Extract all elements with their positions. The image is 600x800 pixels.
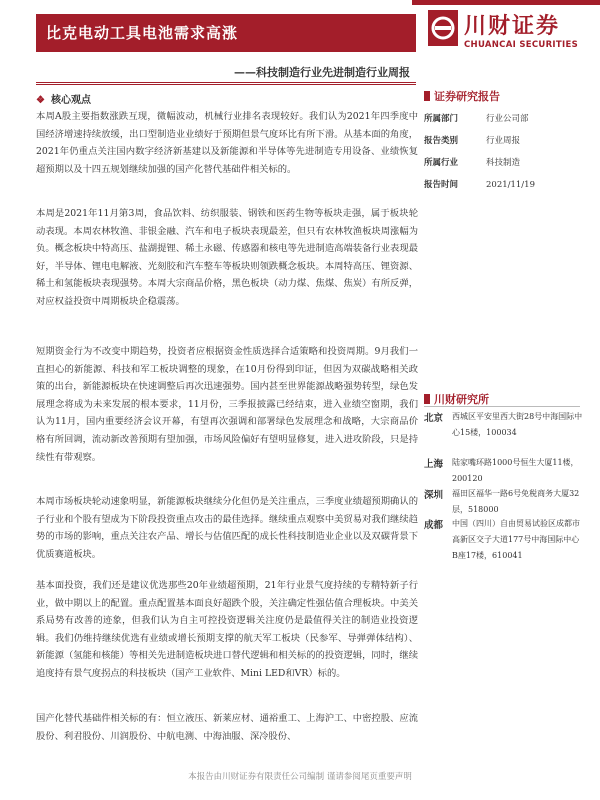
chuancai-logo-icon (428, 10, 458, 46)
body-paragraph-5: 基本面投资，我们还是建议优选那些20年业绩超预期，21年行业景气度持续的专精特新子行业，做中期以上的配置。重点配置基本面良好超跌个股，关注确定性强估值合理板块。中美关系局势有改善的迹象，但我们认为自主可控投资逻辑关注度仍是最值得关注的制造业投资逻辑。我们仍维持继续优选有业绩或增长预期支撑的航天军工板块（民参军、导弹弹体结构）、新能源（氢能和核能）等相关先进制造板块进口替代逻辑和相关标的的投资逻辑，同时，继续追度持有景气度拐点的科技板块（国产工业软件、Mini LED和VR）标的。 (36, 580, 418, 679)
square-bullet-icon (424, 394, 430, 404)
address-text: 中国（四川）自由贸易试验区成都市高新区交子大道177号中海国际中心B座17楼，610041 (452, 519, 580, 560)
report-info-row: 报告时间 2021/11/19 (424, 180, 535, 190)
address-text: 西城区平安里西大街28号中海国际中心15楼，100034 (452, 412, 583, 437)
address-city: 深圳 (424, 490, 444, 501)
core-viewpoint-heading (36, 91, 91, 106)
report-info-row: 报告类别 行业周报 (424, 136, 521, 146)
report-title-banner: 比克电动工具电池需求高涨 (36, 14, 416, 52)
body-paragraph-2: 本周是2021年11月第3周，食品饮料、纺织服装、钢铁和医药生物等板块走强，属于板块轮动表现。本周农林牧渔、非银金融、汽车和电子板块表现最差，但只有农林牧渔板块周涨幅为负。概念板块中特高压、盐湖提锂、稀土永磁、传感器和核电等先进制造高端装备行业表现最好，半导体、锂电电解液、光刻胶和汽车整车等板块则领跌概念板块。本周特高压、锂资源、稀土和氢能板块表现强势。本周大宗商品价格，黑色板块（动力煤、焦煤、焦炭）有所反弹，对应权益投资中周期板块企稳震荡。 (36, 208, 418, 307)
body-paragraph-1: 本周A股主要指数涨跌互现，微幅波动，机械行业排名表现较好。我们认为2021年四季度中国经济增速持续放缓，出口型制造业业绩好于预期但景气度环比有所下滑。从基本面的角度，2021年仍重点关注国内数字经济新基建以及新能源和半导体等先进制造专用设备、业绩恢复超预期以及十四五规划继续加强的国产化替代基础件相关标的。 (36, 111, 418, 175)
report-info-heading: 证券研究报告 (424, 88, 500, 104)
square-bullet-icon (424, 91, 430, 101)
address-city: 成都 (424, 520, 444, 531)
address-city: 北京 (424, 413, 444, 424)
page-footer: 本报告由川财证券有限责任公司编制 谨请参阅尾页重要声明 (188, 772, 412, 782)
address-city: 上海 (424, 459, 444, 470)
core-viewpoint-label: 核心观点 (50, 95, 91, 106)
report-subtitle: ——科技制造行业先进制造行业周报 (234, 66, 410, 79)
body-paragraph-3: 短期资金行为不改变中期趋势，投资者应根据资金性质选择合适策略和投资周期。9月我们一直担心的新能源、科技和军工板块调整的现象，在10月份得到印证，但因为双碳战略相关政策的出台，新能源板块在快速调整后再次迅速强势。国内甚至世界能源战略强势转型，绿色发展理念将成为未来发展的根本要求，11月份，三季报披露已经结束，进入业绩空窗期，我们认为11月，国内重要经济会议开幕，有望再次强调和部署绿色发展理念和战略，大宗商品价格有所回调，流动新改善预期有望加强，市场风险偏好有望明显修复，进入进攻阶段，只是持续性有带观察。 (36, 346, 418, 463)
body-paragraph-6: 国产化替代基础件相关标的有：恒立液压、新莱应材、通裕重工、上海沪工、中密控股、应流股份、利君股份、川润股份、中航电测、中海油服、深冷股份、 (36, 713, 418, 742)
address-text: 福田区福华一路6号免税商务大厦32层，518000 (452, 489, 580, 514)
institute-heading: 川财研究所 (424, 391, 489, 407)
report-info-row: 所属部门 行业公司部 (424, 114, 529, 124)
divider (36, 82, 416, 83)
brand-name-en: CHUANCAI SECURITIES (464, 40, 578, 50)
body-paragraph-4: 本周市场板块轮动速象明显，新能源板块继续分化但仍是关注重点，三季度业绩超预期确认的子行业和个股有望成为下阶段投资重点攻击的最佳选择。继续重点观察中美贸易对我们继续趋势的市场的影响，重点关注农产品、增长与估值匹配的成长性科技制造业企业以及双碳背景下优质赛道板块。 (36, 496, 418, 560)
divider (424, 406, 580, 407)
address-text: 陆家嘴环路1000号恒生大厦11楼，200120 (452, 458, 579, 483)
diamond-icon: ❖ (36, 95, 45, 106)
top-accent-bar (412, 0, 600, 5)
report-info-row: 所属行业 科技制造 (424, 158, 521, 168)
brand-name-cn: 川财证券 (464, 13, 561, 39)
divider (36, 84, 416, 85)
